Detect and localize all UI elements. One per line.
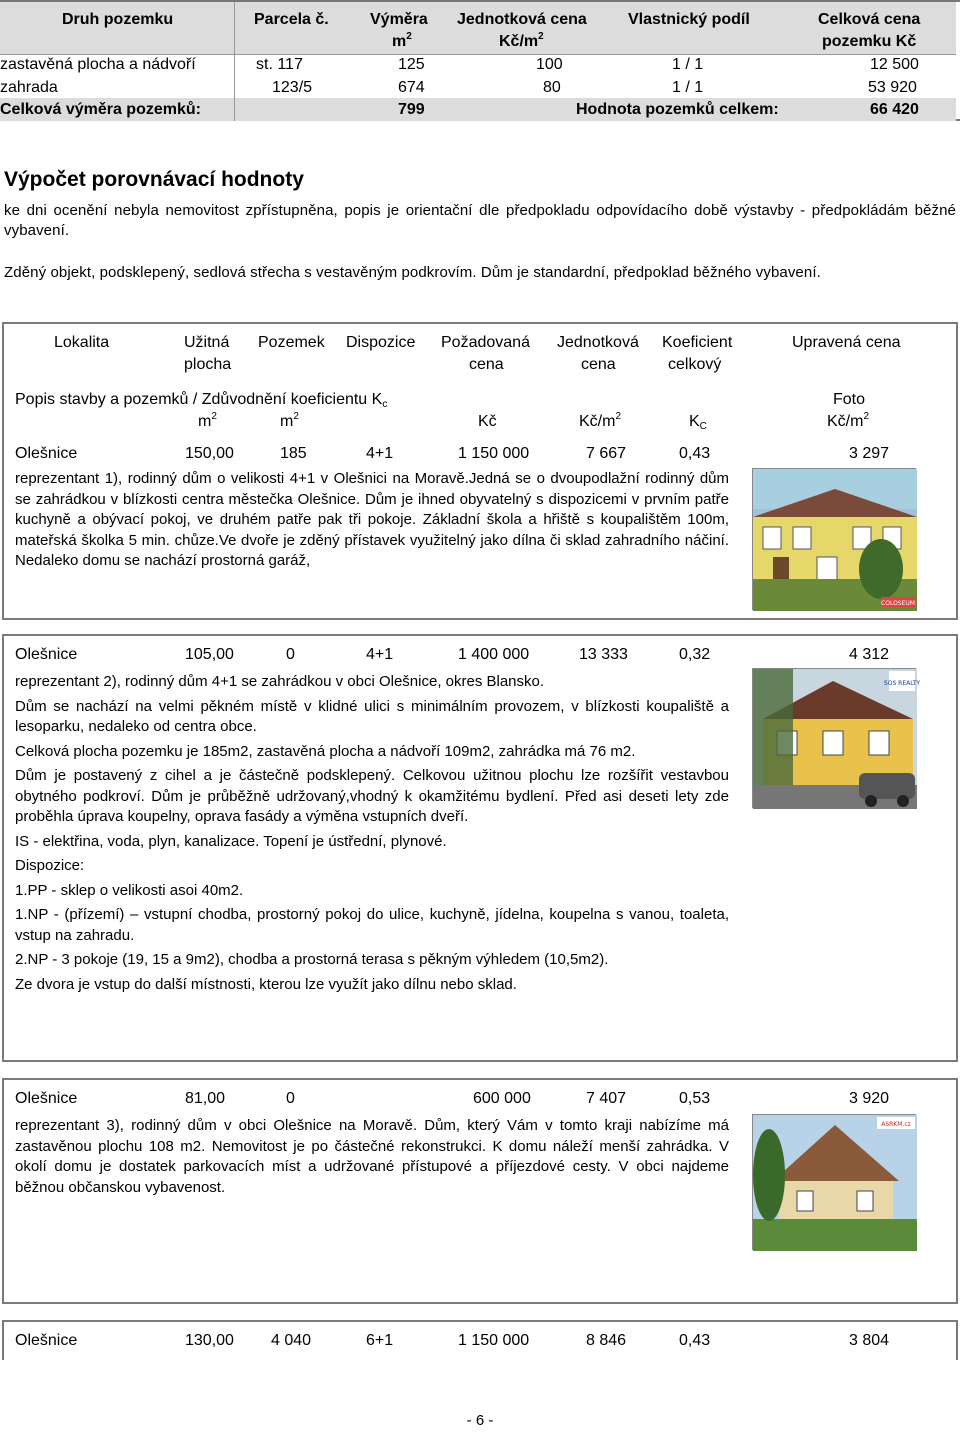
ref1-paragraph: reprezentant 1), rodinný dům o velikosti 4+1 v Olešnici na Moravě.Jedná se o dvoupodlažní rodinný dům se zahrádkou v blízkosti centra městečka Olešnice. Dům je ihned obyvatelný s dispozicemi v prvním patře kuchyně a obývací pokoj, ve druhém patře pak tři pokoje. Základní škola a hřiště s koupalištěm 100m, mateřská školka 5 min. chůze.Ve dvoře je zděný přístavek využitelný jako dílna či sklad zahradního náčiní. Nedaleko domu se nachází prostorná garáž,: [15, 470, 729, 569]
calc-paragraph-2: Zděný objekt, podsklepený, sedlová střecha s vestavěným podkrovím. Dům je standardní, předpoklad běžného vybavení.: [4, 264, 821, 281]
header-druh: Druh pozemku: [62, 11, 174, 28]
ref1-koef: 0,43: [679, 445, 711, 462]
ref2-paragraph-4: Dům je postavený z cihel a je částečně podsklepený. Celkovou užitnou plochu lze rozšířit vestavbou obytného podkroví. Dům je průběžně udržovaný,vhodný k okamžitému bydlení. Před asi deseti lety zde proběhla úprava koupelny, oprava fasády a výměna vstupních dveří.: [15, 767, 729, 825]
page-number: - 6 -: [466, 1412, 494, 1429]
row1-druh: zastavěná plocha a nádvoří: [0, 56, 196, 73]
col-dispozice: Dispozice: [346, 334, 416, 351]
col-popis: Popis stavby a pozemků / Zdůvodnění koeficientu Kc: [15, 391, 388, 410]
ref3-pozemek: 0: [286, 1090, 295, 1107]
unit-kc: Kč: [478, 413, 497, 430]
ref2-plocha: 105,00: [185, 646, 234, 663]
ref4-dispozice: 6+1: [366, 1332, 394, 1349]
col-lokalita: Lokalita: [54, 334, 110, 351]
reference-box-3: [2, 1078, 958, 1304]
sum-hodnota: 66 420: [870, 101, 919, 118]
unit-m2-plocha: $m^2$: [198, 411, 217, 430]
row2-cena: 53 920: [868, 79, 917, 96]
svg-text:ASRKM.cz: ASRKM.cz: [881, 1121, 911, 1128]
header-vymera: Výměra: [370, 11, 428, 28]
col-koeficient-2: celkový: [668, 356, 722, 373]
row1-parcela: st. 117: [256, 56, 303, 73]
row1-vymera: 125: [398, 56, 425, 73]
header-cc-unit: pozemku Kč: [822, 33, 917, 50]
ref2-lokalita: Olešnice: [15, 646, 78, 663]
ref2-paragraph-3: Celková plocha pozemku je 185m2, zastavěná plocha a nádvoří 109m2, zahrádka má 76 m2.: [15, 742, 636, 760]
ref1-lokalita: Olešnice: [15, 445, 78, 462]
unit-kc-m2: $Kč/m^2$: [579, 411, 622, 430]
col-jednotkova-2: cena: [581, 356, 616, 373]
ref2-paragraph-10: Ze dvora je vstup do další místnosti, kterou lze využít jako dílnu nebo sklad.: [15, 975, 517, 993]
col-pozadovana-2: cena: [469, 356, 504, 373]
col-foto: Foto: [833, 391, 866, 408]
ref1-dispozice: 4+1: [366, 445, 394, 462]
ref4-cena: 1 150 000: [458, 1332, 530, 1349]
ref2-paragraph-7: 1.PP - sklep o velikosti asoi 40m2.: [15, 881, 244, 899]
ref1-pozemek: 185: [280, 445, 307, 462]
ref2-cena: 1 400 000: [458, 646, 530, 663]
ref3-cena: 600 000: [473, 1090, 531, 1107]
sum-label: Celková výměra pozemků:: [0, 101, 201, 118]
row1-podil: 1 / 1: [672, 56, 704, 73]
house-photo-icon: [753, 669, 921, 809]
col-pozemek: Pozemek: [258, 334, 325, 351]
col-uzitna-2: plocha: [184, 356, 232, 373]
unit-m2-pozemek: $m^2$: [280, 411, 299, 430]
unit-kc-coef: KC: [689, 413, 707, 432]
header-podil: Vlastnický podíl: [628, 11, 750, 28]
ref2-paragraph-9: 2.NP - 3 pokoje (19, 15 a 9m2), chodba a prostorná terasa s pěkným výhledem (10,5m2).: [15, 951, 609, 968]
row1-cena: 12 500: [870, 56, 919, 73]
ref4-plocha: 130,00: [185, 1332, 234, 1349]
col-upravena: Upravená cena: [792, 334, 901, 351]
ref2-paragraph-2: Dům se nachází na velmi pěkném místě v klidné ulici s minimálním provozem, v blízkosti koupaliště a lesoparku, nedaleko od centra obce.: [15, 697, 729, 735]
ref2-koef: 0,32: [679, 646, 711, 663]
ref4-upravena: 3 804: [849, 1332, 890, 1349]
ref4-pozemek: 4 040: [271, 1332, 312, 1349]
ref1-cena: 1 150 000: [458, 445, 530, 462]
ref2-paragraph-8: 1.NP - (přízemí) – vstupní chodba, prostorný pokoj do ulice, kuchyně, jídelna, koupelna s vanou, toaleta, vstup na zahradu.: [15, 906, 729, 944]
ref2-photo: [752, 668, 921, 808]
svg-text:COLOSEUM: COLOSEUM: [881, 600, 915, 607]
ref2-description: [15, 672, 729, 999]
ref3-koef: 0,53: [679, 1090, 711, 1107]
col-uzitna: Užitná: [184, 334, 230, 351]
header-jc-unit: $Kč/m^2$: [499, 31, 544, 50]
row2-jc: 80: [543, 79, 561, 96]
row2-druh: zahrada: [0, 79, 58, 96]
house-photo-icon: [753, 469, 917, 611]
row1-jc: 100: [536, 56, 563, 73]
header-vymera-unit: $m^2$: [392, 31, 412, 50]
ref2-paragraph-5: IS - elektřina, voda, plyn, kanalizace. Topení je ústřední, plynové.: [15, 832, 447, 850]
ref1-plocha: 150,00: [185, 445, 234, 462]
ref3-paragraph: reprezentant 3), rodinný dům v obci Olešnice na Moravě. Dům, který Vám v tomto kraji nabízíme má zastavěnou plochu 108 m2. Nemovitost je po částečné rekonstrukci. K domu náleží menší zahrádka. V okolí domu je dostatek parkovacích míst a udržované přístupové a příjezdové cesty. V obci najdeme běžnou občanskou vybavenost.: [15, 1117, 729, 1196]
ref3-jedn: 7 407: [586, 1090, 627, 1107]
ref2-upravena: 4 312: [849, 646, 890, 663]
reference-box-2: [2, 634, 958, 1062]
col-koeficient: Koeficient: [662, 334, 733, 351]
ref3-upravena: 3 920: [849, 1090, 890, 1107]
ref4-jedn: 8 846: [586, 1332, 627, 1349]
reference-box-4: [2, 1320, 958, 1360]
ref2-paragraph-1: reprezentant 2), rodinný dům 4+1 se zahrádkou v obci Olešnice, okres Blansko.: [15, 673, 545, 690]
header-cc: Celková cena: [818, 11, 921, 28]
sum-hodnota-label: Hodnota pozemků celkem:: [576, 101, 779, 118]
svg-text:SOS REALTY: SOS REALTY: [883, 680, 921, 687]
col-jednotkova: Jednotková: [557, 334, 639, 351]
ref2-pozemek: 0: [286, 646, 295, 663]
ref2-paragraph-6: Dispozice:: [15, 857, 85, 874]
col-divider: [234, 2, 235, 121]
ref1-jedn: 7 667: [586, 445, 627, 462]
ref3-plocha: 81,00: [185, 1090, 226, 1107]
col-pozadovana: Požadovaná: [441, 334, 530, 351]
unit-kc-m2-upravena: $Kč/m^2$: [827, 411, 870, 430]
ref4-lokalita: Olešnice: [15, 1332, 78, 1349]
section-title: Výpočet porovnávací hodnoty: [4, 168, 304, 191]
ref3-lokalita: Olešnice: [15, 1090, 78, 1107]
ref1-description: [15, 469, 729, 576]
ref4-koef: 0,43: [679, 1332, 711, 1349]
row2-vymera: 674: [398, 79, 425, 96]
header-parcela: Parcela č.: [254, 11, 329, 28]
house-photo-icon: [753, 1115, 917, 1251]
row2-parcela: 123/5: [272, 79, 313, 96]
row2-podil: 1 / 1: [672, 79, 704, 96]
reference-box-1: [2, 322, 958, 620]
sum-vymera: 799: [398, 101, 425, 118]
ref2-dispozice: 4+1: [366, 646, 394, 663]
land-table: [0, 0, 960, 121]
ref2-jedn: 13 333: [579, 646, 628, 663]
calc-paragraph-1: ke dni ocenění nebyla nemovitost zpřístupněna, popis je orientační dle předpokladu odpovídacího době výstavby - předpokládám běžné vybavení.: [4, 202, 956, 239]
ref1-photo: [752, 468, 916, 610]
ref3-description: [15, 1116, 729, 1202]
ref3-photo: [752, 1114, 916, 1250]
header-jc: Jednotková cena: [457, 11, 587, 28]
ref1-upravena: 3 297: [849, 445, 890, 462]
